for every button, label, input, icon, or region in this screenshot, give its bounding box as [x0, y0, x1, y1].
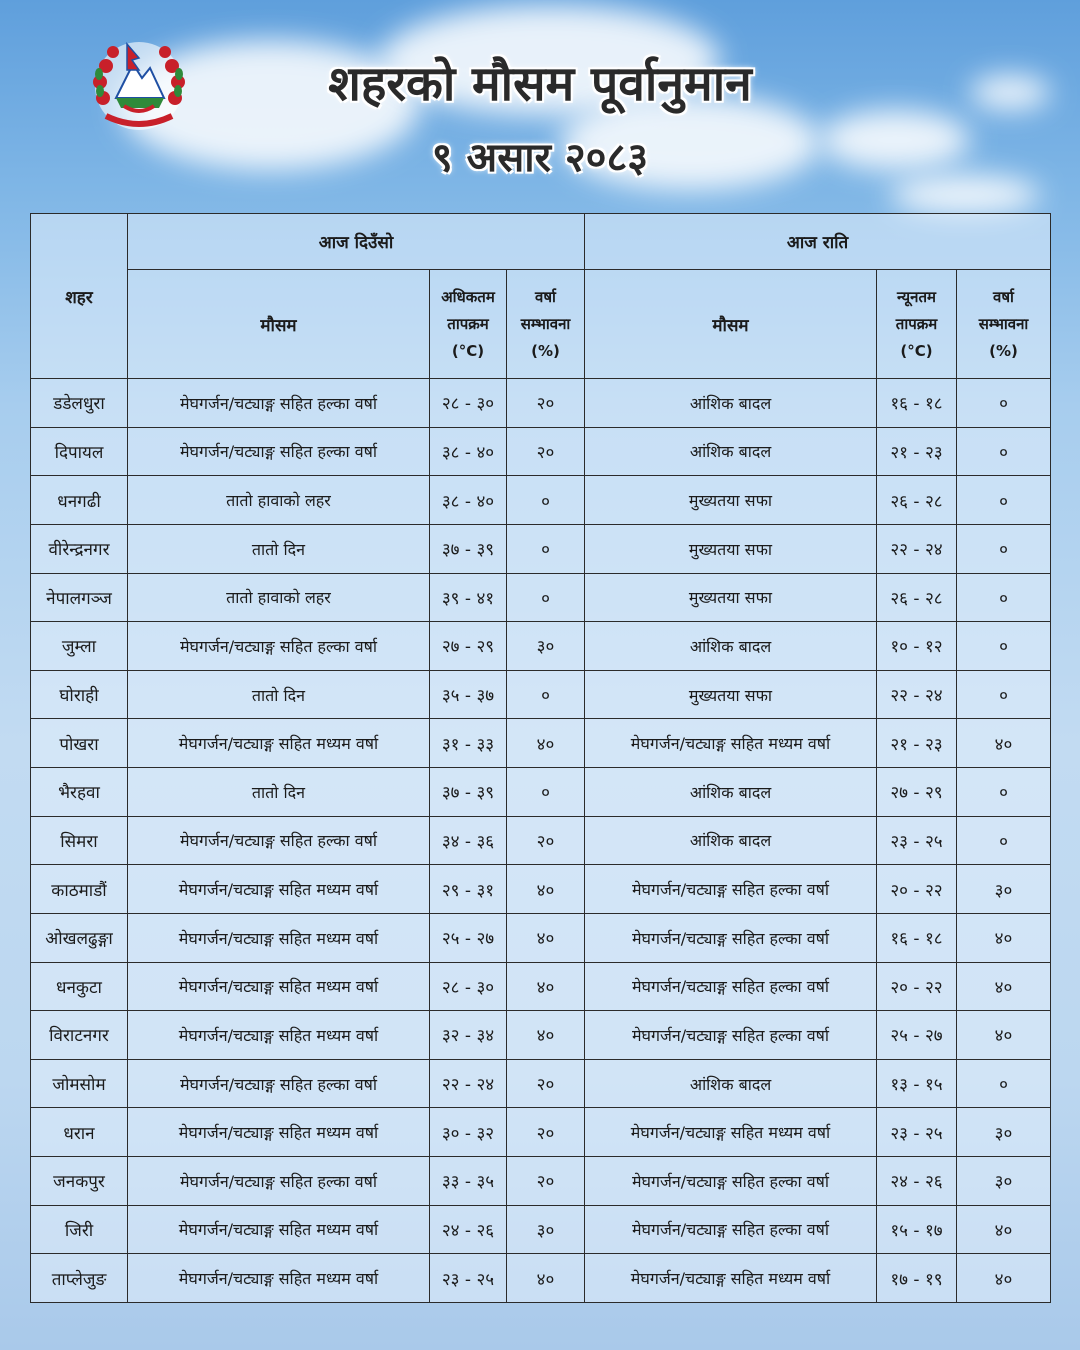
max-temp-header: अधिकतम तापक्रम (°C) — [430, 270, 507, 379]
city-cell: धनकुटा — [31, 962, 128, 1011]
night-rain-cell: ३० — [957, 1157, 1051, 1206]
day-rain-cell: ० — [507, 670, 585, 719]
city-cell: घोराही — [31, 670, 128, 719]
table-row — [31, 865, 1051, 914]
table-row — [31, 1254, 1051, 1303]
min-temp-cell: २५ - २७ — [877, 1011, 957, 1060]
day-weather-cell: तातो दिन — [128, 524, 430, 573]
table-row — [31, 379, 1051, 428]
day-rain-cell: ३० — [507, 1205, 585, 1254]
max-temp-cell: २३ - २५ — [430, 1254, 507, 1303]
night-weather-cell: मेघगर्जन/चट्याङ्ग सहित मध्यम वर्षा — [585, 1108, 877, 1157]
max-temp-cell: २७ - २९ — [430, 622, 507, 671]
city-cell: जिरी — [31, 1205, 128, 1254]
night-weather-cell: मेघगर्जन/चट्याङ्ग सहित हल्का वर्षा — [585, 962, 877, 1011]
table-row — [31, 622, 1051, 671]
day-weather-cell: तातो हावाको लहर — [128, 476, 430, 525]
min-temp-cell: २१ - २३ — [877, 719, 957, 768]
day-rain-cell: ० — [507, 573, 585, 622]
max-temp-cell: २८ - ३० — [430, 962, 507, 1011]
night-rain-cell: ० — [957, 427, 1051, 476]
night-weather-cell: मेघगर्जन/चट्याङ्ग सहित हल्का वर्षा — [585, 913, 877, 962]
day-weather-header: मौसम — [128, 270, 430, 379]
night-weather-cell: मेघगर्जन/चट्याङ्ग सहित मध्यम वर्षा — [585, 719, 877, 768]
night-weather-cell: आंशिक बादल — [585, 816, 877, 865]
day-rain-cell: २० — [507, 427, 585, 476]
min-temp-cell: २४ - २६ — [877, 1157, 957, 1206]
day-rain-cell: २० — [507, 1108, 585, 1157]
night-weather-cell: मुख्यतया सफा — [585, 573, 877, 622]
city-cell: डडेलधुरा — [31, 379, 128, 428]
min-temp-cell: २० - २२ — [877, 865, 957, 914]
night-rain-cell: ३० — [957, 1108, 1051, 1157]
table-row — [31, 524, 1051, 573]
min-temp-cell: १० - १२ — [877, 622, 957, 671]
day-weather-cell: मेघगर्जन/चट्याङ्ग सहित हल्का वर्षा — [128, 816, 430, 865]
city-cell: विराटनगर — [31, 1011, 128, 1060]
night-weather-cell: मेघगर्जन/चट्याङ्ग सहित हल्का वर्षा — [585, 1011, 877, 1060]
day-weather-cell: मेघगर्जन/चट्याङ्ग सहित हल्का वर्षा — [128, 379, 430, 428]
city-cell: ओखलढुङ्गा — [31, 913, 128, 962]
table-row — [31, 476, 1051, 525]
forecast-table — [30, 213, 1051, 1303]
night-rain-cell: ० — [957, 476, 1051, 525]
table-row — [31, 768, 1051, 817]
night-rain-cell: ० — [957, 379, 1051, 428]
min-temp-cell: १६ - १८ — [877, 913, 957, 962]
city-cell: ताप्लेजुङ — [31, 1254, 128, 1303]
night-weather-cell: आंशिक बादल — [585, 622, 877, 671]
max-temp-cell: ३७ - ३९ — [430, 768, 507, 817]
table-row — [31, 1157, 1051, 1206]
day-weather-cell: मेघगर्जन/चट्याङ्ग सहित मध्यम वर्षा — [128, 865, 430, 914]
city-cell: भैरहवा — [31, 768, 128, 817]
day-weather-cell: तातो हावाको लहर — [128, 573, 430, 622]
night-rain-cell: ० — [957, 573, 1051, 622]
night-rain-cell: ४० — [957, 962, 1051, 1011]
city-column-header: शहर — [31, 214, 128, 379]
table-row — [31, 427, 1051, 476]
min-temp-cell: २३ - २५ — [877, 1108, 957, 1157]
day-weather-cell: तातो दिन — [128, 768, 430, 817]
max-temp-cell: ३८ - ४० — [430, 476, 507, 525]
day-rain-cell: २० — [507, 1059, 585, 1108]
today-night-header: आज राति — [585, 214, 1051, 270]
day-weather-cell: मेघगर्जन/चट्याङ्ग सहित हल्का वर्षा — [128, 622, 430, 671]
page-title: शहरको मौसम पूर्वानुमान — [328, 56, 752, 112]
night-weather-cell: मुख्यतया सफा — [585, 670, 877, 719]
night-rain-cell: ० — [957, 524, 1051, 573]
night-rain-cell: ० — [957, 768, 1051, 817]
min-temp-cell: १३ - १५ — [877, 1059, 957, 1108]
table-row — [31, 573, 1051, 622]
night-weather-cell: मेघगर्जन/चट्याङ्ग सहित हल्का वर्षा — [585, 1205, 877, 1254]
table-row — [31, 913, 1051, 962]
night-weather-cell: आंशिक बादल — [585, 379, 877, 428]
city-cell: दिपायल — [31, 427, 128, 476]
night-rain-header: वर्षा सम्भावना (%) — [957, 270, 1051, 379]
night-rain-cell: ० — [957, 816, 1051, 865]
night-weather-cell: आंशिक बादल — [585, 427, 877, 476]
day-weather-cell: मेघगर्जन/चट्याङ्ग सहित हल्का वर्षा — [128, 1157, 430, 1206]
min-temp-cell: १७ - १९ — [877, 1254, 957, 1303]
day-rain-header: वर्षा सम्भावना (%) — [507, 270, 585, 379]
min-temp-cell: १५ - १७ — [877, 1205, 957, 1254]
night-weather-header: मौसम — [585, 270, 877, 379]
min-temp-cell: २७ - २९ — [877, 768, 957, 817]
today-day-header: आज दिउँसो — [128, 214, 585, 270]
min-temp-cell: २३ - २५ — [877, 816, 957, 865]
day-rain-cell: ४० — [507, 719, 585, 768]
table-row — [31, 1205, 1051, 1254]
night-rain-cell: ४० — [957, 719, 1051, 768]
city-cell: सिमरा — [31, 816, 128, 865]
night-weather-cell: मेघगर्जन/चट्याङ्ग सहित मध्यम वर्षा — [585, 1254, 877, 1303]
max-temp-cell: ३१ - ३३ — [430, 719, 507, 768]
min-temp-cell: २६ - २८ — [877, 573, 957, 622]
city-cell: धरान — [31, 1108, 128, 1157]
day-rain-cell: ० — [507, 768, 585, 817]
night-weather-cell: मुख्यतया सफा — [585, 476, 877, 525]
city-cell: नेपालगञ्ज — [31, 573, 128, 622]
city-cell: जोमसोम — [31, 1059, 128, 1108]
min-temp-cell: २२ - २४ — [877, 670, 957, 719]
min-temp-cell: २१ - २३ — [877, 427, 957, 476]
night-rain-cell: ३० — [957, 865, 1051, 914]
day-rain-cell: २० — [507, 379, 585, 428]
day-weather-cell: मेघगर्जन/चट्याङ्ग सहित मध्यम वर्षा — [128, 719, 430, 768]
day-rain-cell: ४० — [507, 962, 585, 1011]
city-cell: जनकपुर — [31, 1157, 128, 1206]
day-rain-cell: २० — [507, 1157, 585, 1206]
min-temp-cell: २० - २२ — [877, 962, 957, 1011]
night-rain-cell: ४० — [957, 913, 1051, 962]
table-row — [31, 816, 1051, 865]
night-weather-cell: आंशिक बादल — [585, 1059, 877, 1108]
day-rain-cell: ४० — [507, 865, 585, 914]
city-cell: पोखरा — [31, 719, 128, 768]
max-temp-cell: २५ - २७ — [430, 913, 507, 962]
day-rain-cell: ३० — [507, 622, 585, 671]
day-weather-cell: मेघगर्जन/चट्याङ्ग सहित मध्यम वर्षा — [128, 1108, 430, 1157]
max-temp-cell: ३७ - ३९ — [430, 524, 507, 573]
city-cell: जुम्ला — [31, 622, 128, 671]
night-weather-cell: मुख्यतया सफा — [585, 524, 877, 573]
max-temp-cell: ३४ - ३६ — [430, 816, 507, 865]
max-temp-cell: ३९ - ४१ — [430, 573, 507, 622]
night-rain-cell: ० — [957, 670, 1051, 719]
min-temp-cell: २६ - २८ — [877, 476, 957, 525]
max-temp-cell: ३० - ३२ — [430, 1108, 507, 1157]
max-temp-cell: ३८ - ४० — [430, 427, 507, 476]
night-rain-cell: ४० — [957, 1254, 1051, 1303]
max-temp-cell: २९ - ३१ — [430, 865, 507, 914]
day-rain-cell: २० — [507, 816, 585, 865]
day-rain-cell: ४० — [507, 1011, 585, 1060]
day-rain-cell: ० — [507, 476, 585, 525]
table-row — [31, 670, 1051, 719]
day-rain-cell: ४० — [507, 1254, 585, 1303]
table-row — [31, 1011, 1051, 1060]
max-temp-cell: ३२ - ३४ — [430, 1011, 507, 1060]
max-temp-cell: २४ - २६ — [430, 1205, 507, 1254]
day-rain-cell: ४० — [507, 913, 585, 962]
forecast-date: ९ असार २०८३ — [431, 135, 649, 181]
min-temp-cell: १६ - १८ — [877, 379, 957, 428]
day-weather-cell: मेघगर्जन/चट्याङ्ग सहित मध्यम वर्षा — [128, 962, 430, 1011]
table-row — [31, 1059, 1051, 1108]
day-weather-cell: मेघगर्जन/चट्याङ्ग सहित हल्का वर्षा — [128, 1059, 430, 1108]
night-weather-cell: मेघगर्जन/चट्याङ्ग सहित हल्का वर्षा — [585, 865, 877, 914]
night-weather-cell: आंशिक बादल — [585, 768, 877, 817]
night-rain-cell: ४० — [957, 1011, 1051, 1060]
city-cell: धनगढी — [31, 476, 128, 525]
table-row — [31, 1108, 1051, 1157]
day-weather-cell: मेघगर्जन/चट्याङ्ग सहित मध्यम वर्षा — [128, 913, 430, 962]
min-temp-cell: २२ - २४ — [877, 524, 957, 573]
min-temp-header: न्यूनतम तापक्रम (°C) — [877, 270, 957, 379]
day-weather-cell: तातो दिन — [128, 670, 430, 719]
max-temp-cell: ३३ - ३५ — [430, 1157, 507, 1206]
night-weather-cell: मेघगर्जन/चट्याङ्ग सहित हल्का वर्षा — [585, 1157, 877, 1206]
night-rain-cell: ४० — [957, 1205, 1051, 1254]
table-row — [31, 962, 1051, 1011]
city-cell: वीरेन्द्रनगर — [31, 524, 128, 573]
night-rain-cell: ० — [957, 1059, 1051, 1108]
day-weather-cell: मेघगर्जन/चट्याङ्ग सहित मध्यम वर्षा — [128, 1011, 430, 1060]
night-rain-cell: ० — [957, 622, 1051, 671]
forecast-table-body — [31, 379, 1051, 1303]
day-weather-cell: मेघगर्जन/चट्याङ्ग सहित मध्यम वर्षा — [128, 1254, 430, 1303]
max-temp-cell: २२ - २४ — [430, 1059, 507, 1108]
day-weather-cell: मेघगर्जन/चट्याङ्ग सहित हल्का वर्षा — [128, 427, 430, 476]
max-temp-cell: ३५ - ३७ — [430, 670, 507, 719]
city-cell: काठमाडौं — [31, 865, 128, 914]
table-row — [31, 719, 1051, 768]
max-temp-cell: २८ - ३० — [430, 379, 507, 428]
day-weather-cell: मेघगर्जन/चट्याङ्ग सहित मध्यम वर्षा — [128, 1205, 430, 1254]
day-rain-cell: ० — [507, 524, 585, 573]
